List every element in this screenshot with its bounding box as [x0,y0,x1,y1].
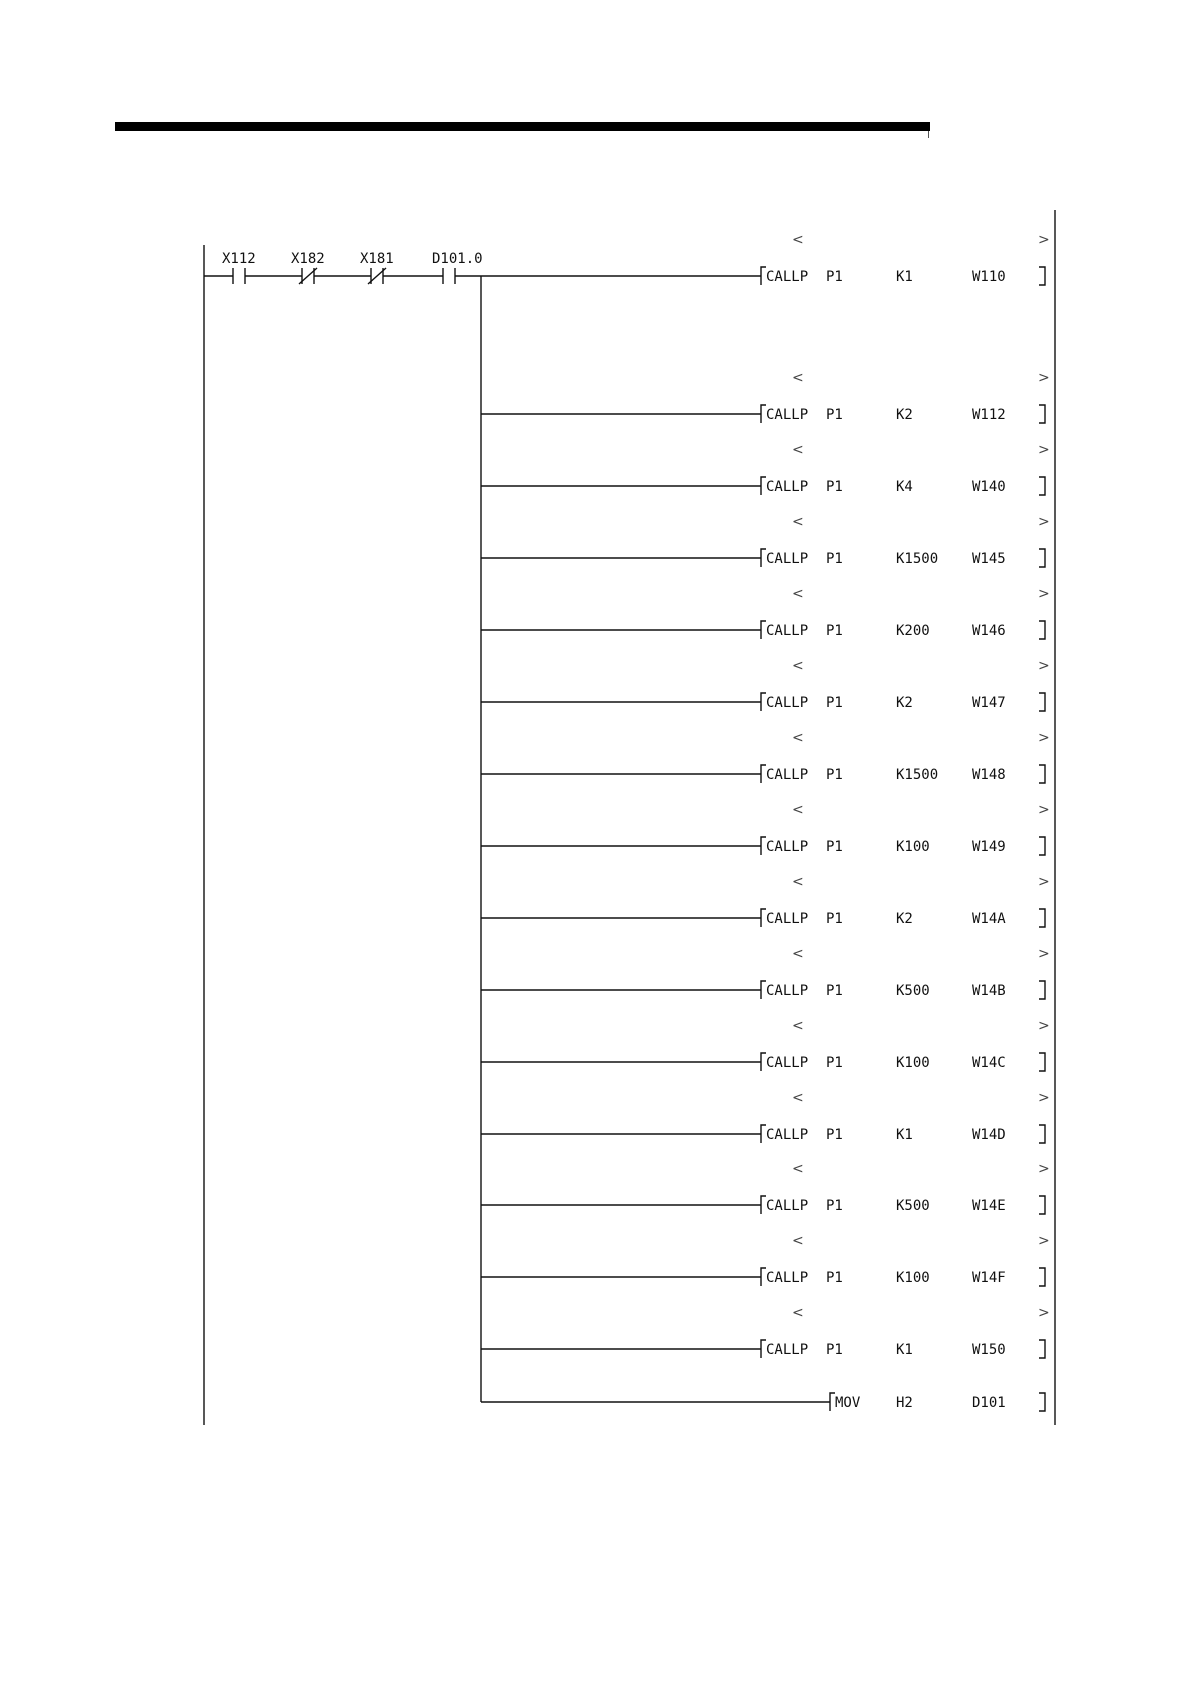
instruction-arg-dest: W150 [972,1342,1006,1358]
instruction-arg-value: K500 [896,983,930,999]
instruction-arg-device: P1 [826,839,843,855]
instruction-arg-device: P1 [826,623,843,639]
comment-close-bracket: > [1038,514,1050,530]
instruction-arg-dest: W14E [972,1198,1006,1214]
instruction-close-bracket [1039,405,1045,423]
instruction-close-bracket [1039,1393,1045,1411]
instruction-arg-dest: W147 [972,695,1006,711]
instruction-arg-dest: W14A [972,911,1006,927]
comment-close-bracket: > [1038,1018,1050,1034]
comment-open-bracket: < [792,874,804,890]
comment-open-bracket: < [792,658,804,674]
comment-open-bracket: < [792,1233,804,1249]
instruction-arg-device: P1 [826,1198,843,1214]
comment-close-bracket: > [1038,232,1050,248]
instruction-close-bracket [1039,549,1045,567]
contact-label: X181 [360,251,394,267]
instruction-op: CALLP [766,911,809,927]
instruction-close-bracket [1039,1340,1045,1358]
instruction-close-bracket [1039,621,1045,639]
instruction-arg-value: K100 [896,1270,930,1286]
instruction-op: CALLP [766,269,809,285]
comment-open-bracket: < [792,232,804,248]
instruction-close-bracket [1039,693,1045,711]
comment-open-bracket: < [792,1161,804,1177]
instruction-arg-device: P1 [826,1055,843,1071]
contact-label: X112 [222,251,256,267]
comment-open-bracket: < [792,586,804,602]
comment-open-bracket: < [792,370,804,386]
comment-open-bracket: < [792,514,804,530]
instruction-op: CALLP [766,623,809,639]
instruction-arg-value: K1500 [896,551,939,567]
instruction-arg-device: P1 [826,551,843,567]
instruction-arg-dest: W145 [972,551,1006,567]
instruction-arg-device: P1 [826,1342,843,1358]
instruction-op: CALLP [766,1055,809,1071]
comment-close-bracket: > [1038,658,1050,674]
instruction-op: CALLP [766,839,809,855]
instruction-close-bracket [1039,909,1045,927]
instruction-close-bracket [1039,1125,1045,1143]
comment-close-bracket: > [1038,370,1050,386]
comment-close-bracket: > [1038,1161,1050,1177]
instruction-close-bracket [1039,267,1045,285]
comment-open-bracket: < [792,730,804,746]
instruction-op: CALLP [766,1127,809,1143]
instruction-arg-dest: D101 [972,1395,1006,1411]
instruction-arg-dest: W149 [972,839,1006,855]
comment-close-bracket: > [1038,1233,1050,1249]
instruction-arg-device: P1 [826,1127,843,1143]
instruction-arg-value: K2 [896,911,913,927]
instruction-arg-dest: W148 [972,767,1006,783]
instruction-arg-dest: W110 [972,269,1006,285]
comment-open-bracket: < [792,1018,804,1034]
instruction-op: CALLP [766,1342,809,1358]
instruction-arg-value: K2 [896,407,913,423]
instruction-arg-dest: W14B [972,983,1006,999]
comment-close-bracket: > [1038,802,1050,818]
instruction-arg-device: P1 [826,695,843,711]
instruction-op: MOV [835,1395,861,1411]
instruction-op: CALLP [766,1270,809,1286]
instruction-arg-device: P1 [826,767,843,783]
instruction-op: CALLP [766,479,809,495]
instruction-arg-dest: W140 [972,479,1006,495]
instruction-arg-value: K500 [896,1198,930,1214]
instruction-op: CALLP [766,407,809,423]
instruction-arg-value: K1500 [896,767,939,783]
instruction-arg-device: P1 [826,407,843,423]
instruction-arg-value: K200 [896,623,930,639]
instruction-arg-device: P1 [826,269,843,285]
instruction-arg-value: K1 [896,269,913,285]
comment-open-bracket: < [792,1090,804,1106]
instruction-arg-value: K2 [896,695,913,711]
comment-close-bracket: > [1038,586,1050,602]
instruction-arg-dest: W14C [972,1055,1006,1071]
instruction-arg-value: K100 [896,1055,930,1071]
instruction-arg-value: K4 [896,479,913,495]
contact-label: D101.0 [432,251,483,267]
instruction-arg-value: K1 [896,1342,913,1358]
instruction-close-bracket [1039,1268,1045,1286]
instruction-arg-value: K1 [896,1127,913,1143]
instruction-close-bracket [1039,765,1045,783]
comment-open-bracket: < [792,802,804,818]
instruction-arg-device: P1 [826,983,843,999]
comment-close-bracket: > [1038,730,1050,746]
instruction-arg-dest: W112 [972,407,1006,423]
comment-close-bracket: > [1038,1305,1050,1321]
instruction-op: CALLP [766,983,809,999]
instruction-arg-device: P1 [826,1270,843,1286]
instruction-op: CALLP [766,767,809,783]
comment-open-bracket: < [792,1305,804,1321]
instruction-arg-value: H2 [896,1395,913,1411]
instruction-op: CALLP [766,551,809,567]
instruction-close-bracket [1039,1196,1045,1214]
instruction-arg-device: P1 [826,911,843,927]
instruction-arg-dest: W14D [972,1127,1006,1143]
comment-close-bracket: > [1038,874,1050,890]
comment-open-bracket: < [792,946,804,962]
instruction-arg-dest: W146 [972,623,1006,639]
comment-open-bracket: < [792,442,804,458]
instruction-op: CALLP [766,695,809,711]
instruction-arg-dest: W14F [972,1270,1006,1286]
comment-close-bracket: > [1038,1090,1050,1106]
instruction-close-bracket [1039,477,1045,495]
comment-close-bracket: > [1038,946,1050,962]
instruction-close-bracket [1039,837,1045,855]
contact-label: X182 [291,251,325,267]
instruction-close-bracket [1039,1053,1045,1071]
instruction-arg-device: P1 [826,479,843,495]
instruction-op: CALLP [766,1198,809,1214]
instruction-close-bracket [1039,981,1045,999]
instruction-arg-value: K100 [896,839,930,855]
comment-close-bracket: > [1038,442,1050,458]
